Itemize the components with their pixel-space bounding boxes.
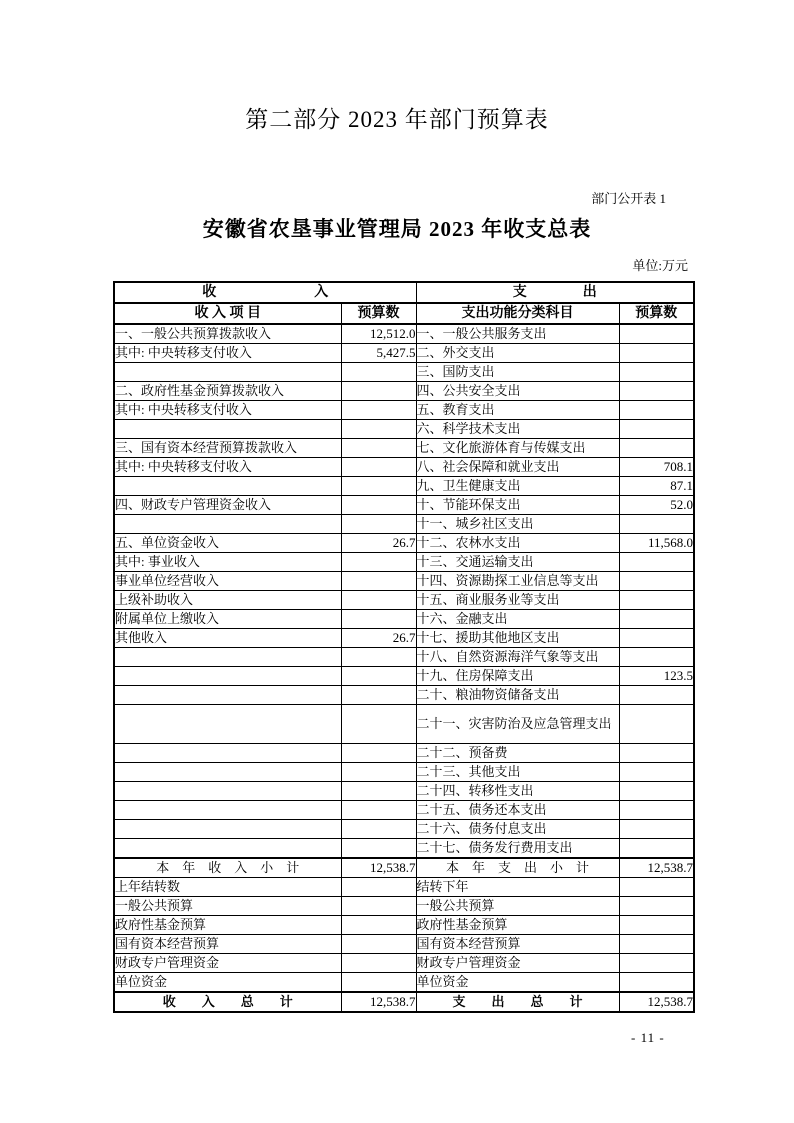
- expense-value-cell: [619, 553, 694, 572]
- income-item-cell: 附属单位上缴收入: [114, 610, 341, 629]
- income-value-cell: [341, 401, 416, 420]
- expense-item-cell: 二十七、债务发行费用支出: [416, 839, 619, 859]
- income-value-cell: [341, 820, 416, 839]
- table-row: [114, 439, 694, 458]
- table-row: [114, 515, 694, 534]
- table-row: [114, 572, 694, 591]
- expense-value-cell: [619, 916, 694, 935]
- expense-value-cell: [619, 401, 694, 420]
- expense-item-column-header: 支出功能分类科目: [416, 303, 619, 324]
- income-item-cell: [114, 801, 341, 820]
- income-item-cell: 收 入 总 计: [114, 992, 341, 1012]
- income-item-cell: [114, 763, 341, 782]
- expense-value-cell: [619, 610, 694, 629]
- expense-item-cell: 本 年 支 出 小 计: [416, 858, 619, 878]
- income-value-cell: [341, 935, 416, 954]
- expense-value-cell: [619, 515, 694, 534]
- expense-item-cell: 二十五、债务还本支出: [416, 801, 619, 820]
- expense-item-cell: 十二、农林水支出: [416, 534, 619, 553]
- table-row: [114, 363, 694, 382]
- expense-item-cell: 十八、自然资源海洋气象等支出: [416, 648, 619, 667]
- income-item-cell: 政府性基金预算: [114, 916, 341, 935]
- income-value-cell: [341, 954, 416, 973]
- income-item-cell: 其中: 中央转移支付收入: [114, 458, 341, 477]
- expense-item-cell: 十五、商业服务业等支出: [416, 591, 619, 610]
- table-group-header-row: [114, 282, 694, 303]
- income-item-column-header: 收 入 项 目: [114, 303, 341, 324]
- income-item-cell: 一、一般公共预算拨款收入: [114, 324, 341, 344]
- expense-value-cell: [619, 763, 694, 782]
- income-item-cell: 一般公共预算: [114, 897, 341, 916]
- expense-item-cell: 结转下年: [416, 878, 619, 897]
- table-row: [114, 954, 694, 973]
- table-row: [114, 992, 694, 1012]
- income-value-cell: [341, 477, 416, 496]
- income-value-cell: [341, 916, 416, 935]
- table-row: [114, 477, 694, 496]
- income-value-cell: [341, 439, 416, 458]
- income-value-cell: [341, 420, 416, 439]
- table-row: [114, 763, 694, 782]
- income-item-cell: [114, 705, 341, 744]
- expense-item-cell: 单位资金: [416, 973, 619, 993]
- expense-item-cell: 八、社会保障和就业支出: [416, 458, 619, 477]
- income-value-cell: [341, 801, 416, 820]
- expense-item-cell: 支 出 总 计: [416, 992, 619, 1012]
- table-row: [114, 858, 694, 878]
- expense-value-cell: [619, 382, 694, 401]
- table-row: [114, 897, 694, 916]
- table-row: [114, 496, 694, 515]
- income-value-cell: [341, 648, 416, 667]
- expense-value-cell: 52.0: [619, 496, 694, 515]
- table-row: [114, 401, 694, 420]
- table-row: [114, 324, 694, 344]
- expense-item-cell: 二、外交支出: [416, 344, 619, 363]
- income-value-cell: 5,427.5: [341, 344, 416, 363]
- expense-item-cell: 十九、住房保障支出: [416, 667, 619, 686]
- table-row: [114, 591, 694, 610]
- income-value-cell: [341, 686, 416, 705]
- income-item-cell: [114, 667, 341, 686]
- income-item-cell: [114, 820, 341, 839]
- income-value-cell: 26.7: [341, 629, 416, 648]
- expense-value-cell: 123.5: [619, 667, 694, 686]
- table-row: [114, 935, 694, 954]
- expense-value-cell: 12,538.7: [619, 858, 694, 878]
- income-item-cell: 四、财政专户管理资金收入: [114, 496, 341, 515]
- income-item-cell: [114, 420, 341, 439]
- expense-value-cell: [619, 954, 694, 973]
- expense-value-cell: [619, 629, 694, 648]
- income-item-cell: 单位资金: [114, 973, 341, 993]
- income-value-cell: [341, 705, 416, 744]
- income-item-cell: 五、单位资金收入: [114, 534, 341, 553]
- unit-label: 单位:万元: [632, 258, 688, 273]
- table-row: [114, 420, 694, 439]
- income-item-cell: 国有资本经营预算: [114, 935, 341, 954]
- income-value-cell: [341, 763, 416, 782]
- budget-table: [113, 281, 695, 1013]
- income-item-cell: [114, 477, 341, 496]
- table-row: [114, 782, 694, 801]
- income-item-cell: [114, 648, 341, 667]
- income-value-cell: [341, 458, 416, 477]
- expense-item-cell: 七、文化旅游体育与传媒支出: [416, 439, 619, 458]
- income-value-cell: 26.7: [341, 534, 416, 553]
- income-item-cell: 事业单位经营收入: [114, 572, 341, 591]
- income-value-cell: 12,538.7: [341, 858, 416, 878]
- expense-item-cell: 五、教育支出: [416, 401, 619, 420]
- income-item-cell: [114, 515, 341, 534]
- table-row: [114, 382, 694, 401]
- table-row: [114, 744, 694, 763]
- income-item-cell: 上级补助收入: [114, 591, 341, 610]
- table-row: [114, 801, 694, 820]
- income-item-cell: 财政专户管理资金: [114, 954, 341, 973]
- expense-group-header: 支 出: [416, 282, 694, 303]
- income-item-cell: [114, 686, 341, 705]
- income-value-cell: [341, 591, 416, 610]
- table-row: [114, 820, 694, 839]
- expense-item-cell: 二十三、其他支出: [416, 763, 619, 782]
- income-item-cell: [114, 363, 341, 382]
- expense-budget-column-header: 预算数: [619, 303, 694, 324]
- income-item-cell: 上年结转数: [114, 878, 341, 897]
- income-value-cell: [341, 515, 416, 534]
- expense-value-cell: [619, 973, 694, 993]
- income-value-cell: [341, 363, 416, 382]
- expense-value-cell: [619, 801, 694, 820]
- income-value-cell: [341, 878, 416, 897]
- expense-value-cell: [619, 648, 694, 667]
- expense-item-cell: 九、卫生健康支出: [416, 477, 619, 496]
- income-value-cell: [341, 572, 416, 591]
- income-item-cell: [114, 839, 341, 859]
- expense-item-cell: 二十四、转移性支出: [416, 782, 619, 801]
- expense-item-cell: 二十、粮油物资储备支出: [416, 686, 619, 705]
- expense-item-cell: 十七、援助其他地区支出: [416, 629, 619, 648]
- table-label: 部门公开表 1: [591, 191, 666, 206]
- expense-item-cell: 六、科学技术支出: [416, 420, 619, 439]
- income-value-cell: [341, 744, 416, 763]
- income-value-cell: [341, 610, 416, 629]
- income-value-cell: [341, 496, 416, 515]
- table-row: [114, 534, 694, 553]
- expense-value-cell: [619, 705, 694, 744]
- income-item-cell: 三、国有资本经营预算拨款收入: [114, 439, 341, 458]
- expense-value-cell: 11,568.0: [619, 534, 694, 553]
- income-item-cell: 其中: 中央转移支付收入: [114, 344, 341, 363]
- expense-item-cell: 二十一、灾害防治及应急管理支出: [416, 705, 619, 744]
- expense-item-cell: 四、公共安全支出: [416, 382, 619, 401]
- expense-item-cell: 十三、交通运输支出: [416, 553, 619, 572]
- income-item-cell: 本 年 收 入 小 计: [114, 858, 341, 878]
- expense-item-cell: 国有资本经营预算: [416, 935, 619, 954]
- expense-value-cell: [619, 439, 694, 458]
- expense-item-cell: 二十二、预备费: [416, 744, 619, 763]
- expense-value-cell: [619, 572, 694, 591]
- income-item-cell: [114, 782, 341, 801]
- income-value-cell: [341, 839, 416, 859]
- table-row: [114, 610, 694, 629]
- table-row: [114, 705, 694, 744]
- table-row: [114, 686, 694, 705]
- expense-item-cell: 二十六、债务付息支出: [416, 820, 619, 839]
- expense-value-cell: [619, 344, 694, 363]
- income-item-cell: [114, 744, 341, 763]
- income-group-header: 收 入: [114, 282, 416, 303]
- table-row: [114, 878, 694, 897]
- expense-value-cell: [619, 878, 694, 897]
- expense-item-cell: 三、国防支出: [416, 363, 619, 382]
- table-column-header-row: [114, 303, 694, 324]
- expense-item-cell: 一般公共预算: [416, 897, 619, 916]
- expense-value-cell: [619, 820, 694, 839]
- expense-item-cell: 十六、金融支出: [416, 610, 619, 629]
- income-value-cell: [341, 973, 416, 993]
- table-row: [114, 344, 694, 363]
- expense-value-cell: [619, 782, 694, 801]
- section-title: 第二部分 2023 年部门预算表: [245, 107, 549, 132]
- income-value-cell: [341, 897, 416, 916]
- expense-item-cell: 十四、资源勘探工业信息等支出: [416, 572, 619, 591]
- budget-table-body: [114, 324, 694, 1012]
- table-row: [114, 629, 694, 648]
- expense-value-cell: [619, 686, 694, 705]
- expense-value-cell: [619, 591, 694, 610]
- table-row: [114, 916, 694, 935]
- expense-value-cell: [619, 363, 694, 382]
- income-budget-column-header: 预算数: [341, 303, 416, 324]
- expense-item-cell: 十、节能环保支出: [416, 496, 619, 515]
- expense-item-cell: 政府性基金预算: [416, 916, 619, 935]
- income-item-cell: 二、政府性基金预算拨款收入: [114, 382, 341, 401]
- table-row: [114, 553, 694, 572]
- income-value-cell: [341, 553, 416, 572]
- table-row: [114, 648, 694, 667]
- expense-value-cell: [619, 420, 694, 439]
- expense-value-cell: 87.1: [619, 477, 694, 496]
- expense-value-cell: [619, 935, 694, 954]
- expense-value-cell: [619, 744, 694, 763]
- expense-value-cell: [619, 897, 694, 916]
- income-item-cell: 其中: 中央转移支付收入: [114, 401, 341, 420]
- income-item-cell: 其中: 事业收入: [114, 553, 341, 572]
- income-value-cell: [341, 782, 416, 801]
- table-row: [114, 458, 694, 477]
- expense-value-cell: 708.1: [619, 458, 694, 477]
- income-value-cell: 12,538.7: [341, 992, 416, 1012]
- income-item-cell: 其他收入: [114, 629, 341, 648]
- expense-value-cell: [619, 324, 694, 344]
- table-row: [114, 839, 694, 859]
- table-title: 安徽省农垦事业管理局 2023 年收支总表: [202, 217, 592, 241]
- income-value-cell: [341, 382, 416, 401]
- expense-item-cell: 十一、城乡社区支出: [416, 515, 619, 534]
- table-row: [114, 973, 694, 993]
- income-value-cell: [341, 667, 416, 686]
- income-value-cell: 12,512.0: [341, 324, 416, 344]
- expense-item-cell: 一、一般公共服务支出: [416, 324, 619, 344]
- table-row: [114, 667, 694, 686]
- page-number: - 11 -: [631, 1030, 665, 1045]
- expense-value-cell: 12,538.7: [619, 992, 694, 1012]
- expense-item-cell: 财政专户管理资金: [416, 954, 619, 973]
- expense-value-cell: [619, 839, 694, 859]
